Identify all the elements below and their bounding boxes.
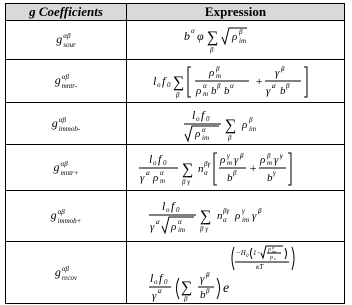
svg-text:β: β	[227, 133, 231, 142]
svg-text:l: l	[191, 107, 195, 122]
coef-subscript: recov	[61, 273, 78, 282]
svg-text:β: β	[248, 115, 252, 124]
coef-superscript: αβ	[60, 159, 68, 168]
svg-text:0: 0	[245, 253, 248, 259]
svg-text:β: β	[232, 168, 236, 177]
svg-text:l: l	[149, 270, 153, 285]
svg-text:im: im	[201, 133, 209, 142]
coef-symbol: g	[51, 115, 58, 130]
svg-text:γ̇: γ̇	[265, 85, 270, 97]
svg-text:n: n	[216, 210, 222, 222]
svg-text:α: α	[155, 218, 160, 226]
svg-text:γ: γ	[241, 207, 245, 215]
table-row	[6, 103, 345, 145]
svg-text:β γ: β γ	[199, 225, 208, 233]
svg-text:γ̇: γ̇	[199, 272, 204, 285]
expression-formula	[146, 244, 326, 302]
svg-text:im: im	[271, 248, 276, 254]
svg-text:γ: γ	[226, 151, 230, 160]
svg-text:0: 0	[162, 158, 166, 167]
coef-subscript: mntr+	[60, 168, 79, 177]
svg-text:+: +	[248, 160, 257, 175]
svg-text:b: b	[279, 85, 285, 97]
svg-text:α: α	[177, 218, 182, 226]
coef-superscript: αβ	[58, 115, 66, 124]
svg-text:l: l	[161, 199, 165, 213]
coef-symbol: g	[53, 159, 60, 174]
svg-text:∑: ∑	[172, 74, 184, 91]
svg-text:∑: ∑	[224, 116, 236, 134]
coef-superscript: αβ	[61, 73, 69, 81]
svg-text:m: m	[202, 90, 208, 98]
svg-text:βγ: βγ	[203, 159, 210, 168]
svg-text:ρ: ρ	[208, 67, 214, 79]
coef-subscript: immob-	[58, 124, 81, 133]
svg-text:ρ: ρ	[269, 254, 273, 261]
coef-subscript: sour	[63, 41, 76, 49]
coef-superscript: αβ	[63, 32, 71, 40]
svg-text:l: l	[152, 74, 156, 88]
coef-symbol: g	[54, 264, 61, 279]
coef-subscript: immob+	[57, 217, 82, 225]
svg-text:β: β	[175, 91, 179, 99]
svg-text:ρ: ρ	[152, 171, 158, 184]
svg-text:γ̇: γ̇	[251, 210, 256, 222]
svg-text:∑: ∑	[199, 208, 211, 225]
svg-text:φ: φ	[196, 29, 204, 43]
svg-text:β: β	[215, 65, 219, 73]
svg-text:κT: κT	[255, 262, 263, 271]
svg-text:γ̇: γ̇	[139, 171, 144, 184]
svg-text:α: α	[145, 168, 150, 177]
svg-text:α: α	[201, 125, 206, 134]
expression-cell	[127, 60, 345, 103]
coef-symbol: g	[56, 31, 63, 46]
expression-cell	[127, 191, 345, 242]
expression-formula	[181, 22, 291, 58]
coefficient-cell	[6, 145, 127, 191]
svg-text:ρ: ρ	[259, 153, 265, 166]
svg-text:s: s	[273, 255, 276, 261]
svg-text:ρ: ρ	[241, 118, 247, 131]
table-row	[6, 21, 345, 60]
svg-text:∑: ∑	[180, 278, 192, 296]
svg-text:β: β	[239, 151, 243, 160]
svg-text:e: e	[222, 280, 229, 296]
table-row	[6, 60, 345, 103]
svg-text:∑: ∑	[206, 29, 218, 46]
svg-text:βγ: βγ	[222, 207, 229, 215]
svg-text:o: o	[165, 206, 169, 214]
svg-text:β: β	[280, 65, 284, 73]
svg-text:o: o	[153, 277, 157, 286]
svg-text:f: f	[161, 74, 165, 88]
svg-text:β: β	[238, 28, 242, 36]
coefficient-cell	[6, 242, 127, 304]
expression-formula	[146, 193, 326, 239]
svg-text:γ: γ	[272, 168, 276, 177]
svg-text:γ̇: γ̇	[151, 289, 156, 302]
svg-text:0: 0	[205, 114, 209, 123]
svg-text:γ̇: γ̇	[233, 153, 238, 166]
svg-text:m: m	[159, 176, 165, 185]
svg-text:im: im	[248, 124, 256, 133]
svg-text:β: β	[266, 151, 270, 160]
svg-text:β: β	[205, 286, 209, 295]
coefficient-cell	[6, 191, 127, 242]
expression-formula	[181, 104, 291, 144]
expression-formula	[151, 61, 321, 101]
svg-text:b: b	[210, 85, 216, 97]
svg-text:β: β	[257, 207, 261, 215]
coefficient-cell	[6, 21, 127, 60]
coefficient-cell	[6, 103, 127, 145]
svg-text:α: α	[190, 27, 195, 35]
svg-text:ρ: ρ	[170, 221, 176, 233]
svg-text:ρ: ρ	[267, 246, 271, 253]
svg-text:α: α	[203, 168, 208, 177]
expression-cell	[127, 103, 345, 145]
svg-text:α: α	[271, 244, 274, 250]
svg-text:0: 0	[166, 81, 170, 89]
svg-text:β: β	[209, 46, 213, 54]
svg-text:α: α	[229, 82, 234, 90]
svg-text:γ: γ	[279, 151, 283, 160]
header-expression: Expression	[127, 4, 345, 21]
svg-text:γ̇: γ̇	[149, 221, 154, 233]
svg-text:β γ: β γ	[181, 177, 190, 186]
svg-text:o: o	[156, 81, 160, 89]
svg-text:β: β	[205, 270, 209, 279]
svg-text:im: im	[238, 37, 246, 45]
coef-symbol: g	[54, 72, 61, 87]
svg-text:α: α	[271, 82, 276, 90]
expression-cell	[127, 242, 345, 304]
svg-text:β: β	[216, 82, 220, 90]
svg-text:b: b	[183, 29, 190, 43]
svg-text:im: im	[241, 216, 249, 224]
coef-superscript: αβ	[61, 264, 70, 273]
svg-text:ρ: ρ	[231, 31, 237, 43]
svg-text:ρ: ρ	[195, 85, 201, 97]
svg-text:im: im	[177, 226, 185, 234]
expression-cell	[127, 145, 345, 191]
svg-text:0: 0	[175, 206, 179, 214]
svg-text:+: +	[254, 74, 263, 88]
svg-text:β: β	[285, 82, 289, 90]
svg-text:α: α	[222, 216, 227, 224]
coefficients-table	[5, 3, 345, 304]
svg-text:1−: 1−	[252, 248, 261, 257]
svg-text:b: b	[199, 288, 205, 301]
svg-text:−H: −H	[235, 248, 246, 257]
expression-formula	[136, 147, 336, 189]
table-row	[6, 242, 345, 304]
svg-text:b: b	[223, 85, 229, 97]
svg-text:f: f	[157, 151, 161, 166]
svg-text:f: f	[170, 199, 174, 213]
svg-text:b: b	[266, 171, 272, 184]
svg-text:ρ: ρ	[219, 153, 225, 166]
svg-text:∑: ∑	[181, 160, 193, 178]
table-row	[6, 191, 345, 242]
svg-text:b: b	[226, 171, 232, 184]
svg-text:γ̇: γ̇	[273, 153, 278, 166]
coef-subscript: mntr-	[61, 82, 78, 90]
expression-cell	[127, 21, 345, 60]
svg-text:γ̇: γ̇	[274, 67, 279, 79]
coefficient-cell	[6, 60, 127, 103]
table-row	[6, 145, 345, 191]
svg-text:ρ: ρ	[194, 127, 200, 140]
svg-text:o: o	[195, 114, 199, 123]
header-row	[6, 4, 345, 21]
svg-text:α: α	[157, 286, 162, 295]
header-coefficients: g Coefficients	[6, 4, 127, 21]
svg-text:o: o	[152, 158, 156, 167]
svg-text:f: f	[200, 107, 204, 122]
coef-superscript: αβ	[57, 208, 65, 216]
svg-text:m: m	[226, 158, 232, 167]
coef-symbol: g	[50, 207, 57, 222]
svg-text:m: m	[215, 72, 221, 80]
svg-text:m: m	[266, 158, 272, 167]
svg-text:f: f	[158, 270, 162, 285]
svg-text:0: 0	[163, 277, 167, 286]
svg-text:l: l	[148, 151, 152, 166]
svg-text:n: n	[197, 162, 203, 175]
svg-text:α: α	[159, 168, 164, 177]
svg-text:β: β	[183, 294, 187, 302]
svg-text:ρ: ρ	[234, 210, 240, 222]
svg-text:α: α	[202, 82, 207, 90]
